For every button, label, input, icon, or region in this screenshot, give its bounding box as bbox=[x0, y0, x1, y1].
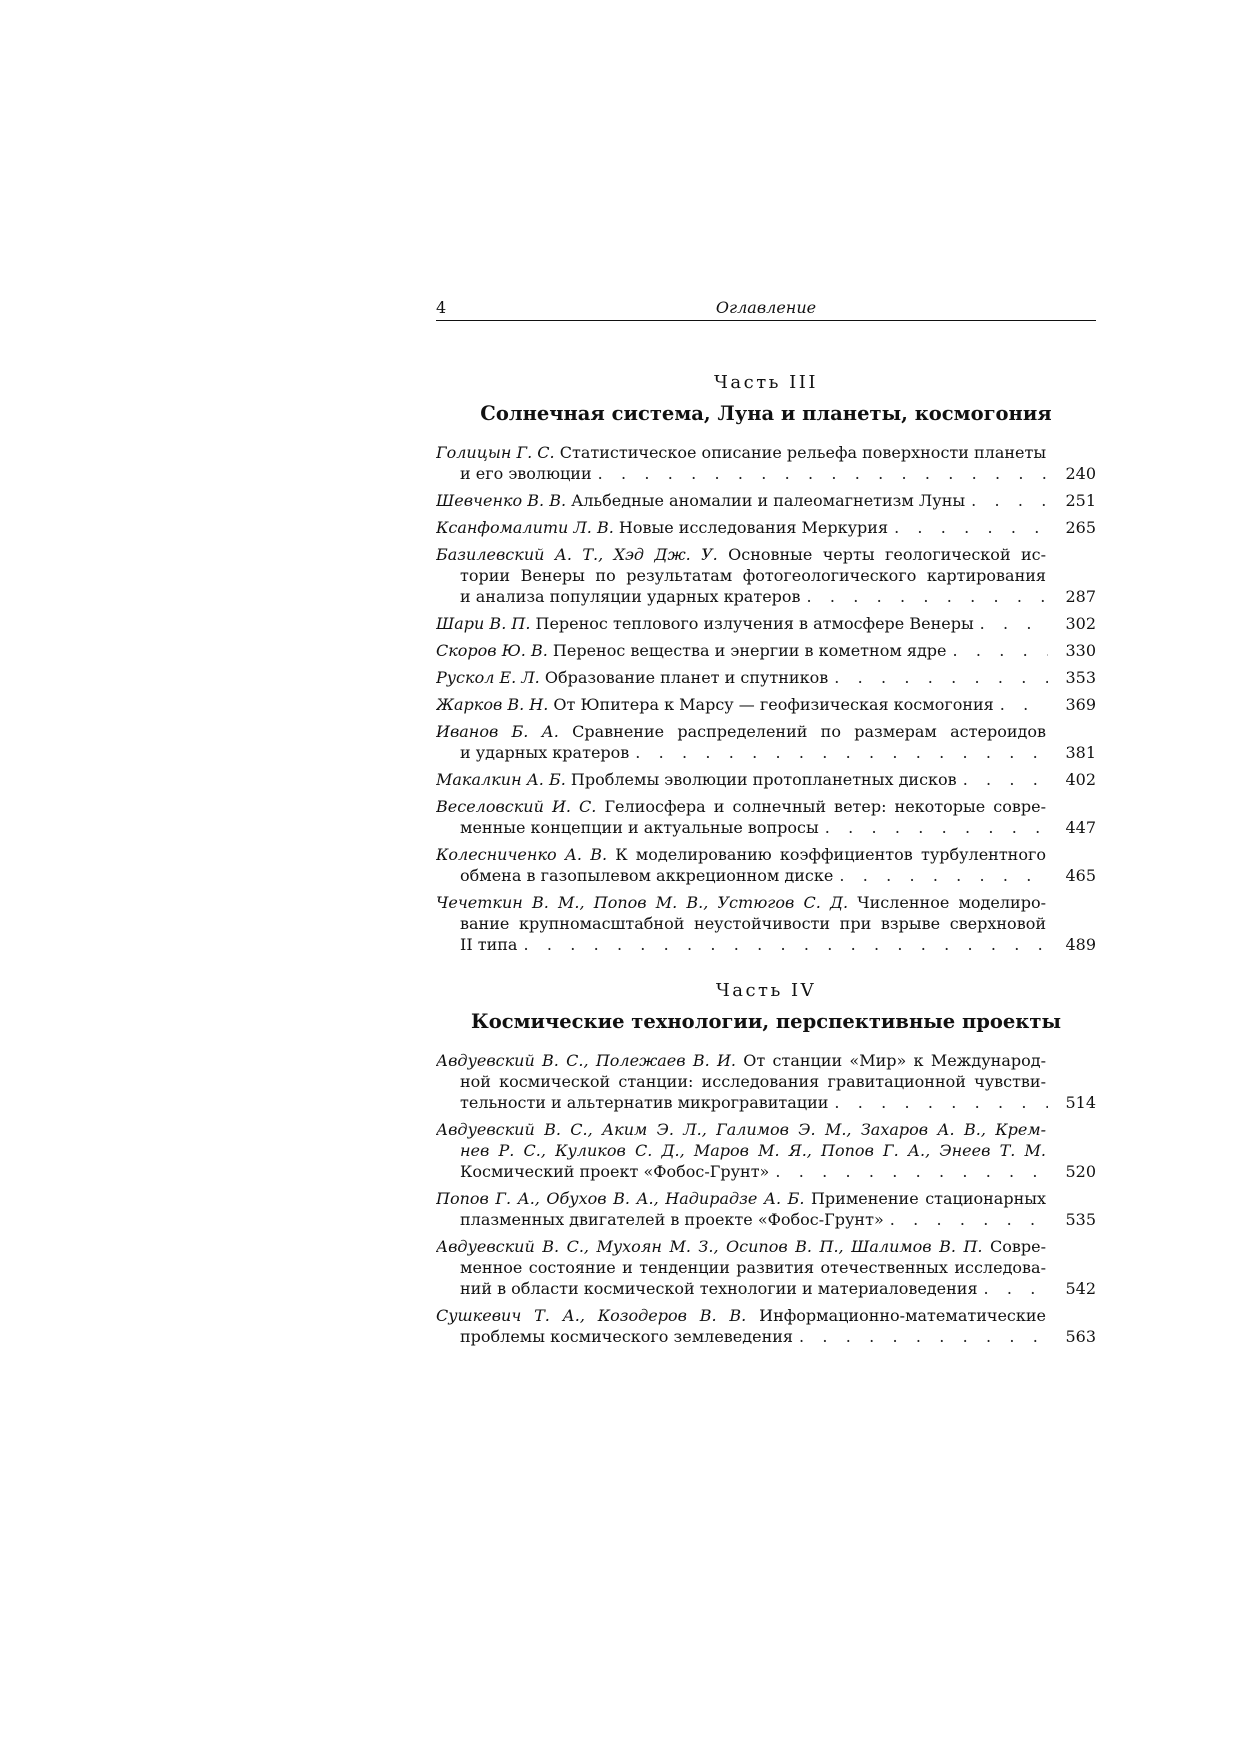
toc-page-number: 265 bbox=[1065, 518, 1096, 537]
dot-leader bbox=[807, 586, 1048, 607]
toc-entry-title: Основные черты геологической ис- bbox=[728, 545, 1046, 564]
toc-entry-title: и анализа популяции ударных кратеров bbox=[460, 587, 801, 606]
toc-list bbox=[436, 442, 1096, 961]
toc-entry-title: проблемы космического землеведения bbox=[460, 1327, 794, 1346]
toc-line-text bbox=[460, 1326, 793, 1347]
toc-line bbox=[436, 1305, 1046, 1326]
toc-entry[interactable] bbox=[436, 1119, 1096, 1182]
toc-line-text bbox=[436, 517, 888, 538]
toc-line-text bbox=[460, 817, 819, 838]
dot-leader bbox=[839, 865, 1048, 886]
toc-entry-title: Численное моделиро- bbox=[857, 893, 1046, 912]
toc-entry-title: ний в области космической технологии и материаловедения bbox=[460, 1279, 978, 1298]
toc-line bbox=[436, 721, 1046, 742]
toc-entry-authors: Ксанфомалити Л. В. bbox=[436, 518, 614, 537]
toc-entry[interactable] bbox=[436, 892, 1096, 955]
toc-entry-authors: Жарков В. Н. bbox=[436, 695, 549, 714]
toc-line bbox=[436, 817, 1096, 838]
toc-entry-authors: Рускол Е. Л. bbox=[436, 668, 540, 687]
toc-entry-title: От станции «Мир» к Международ- bbox=[743, 1051, 1046, 1070]
toc-page-number: 302 bbox=[1065, 614, 1096, 633]
toc-entry-title: Космический проект «Фобос-Грунт» bbox=[460, 1162, 770, 1181]
toc-line bbox=[436, 1161, 1096, 1182]
toc-line-text bbox=[460, 1092, 828, 1113]
toc-entry[interactable] bbox=[436, 490, 1096, 511]
toc-line bbox=[436, 742, 1096, 763]
toc-line-text bbox=[460, 1161, 769, 1182]
toc-line-text bbox=[436, 490, 965, 511]
toc-page-number: 369 bbox=[1065, 695, 1096, 714]
dot-leader bbox=[1000, 694, 1048, 715]
toc-line bbox=[436, 769, 1096, 790]
toc-line-text bbox=[460, 1209, 884, 1230]
toc-entry-authors: Авдуевский В. С., Мухоян М. З., Осипов В. П., Шалимов В. П. bbox=[436, 1237, 983, 1256]
toc-page-number: 542 bbox=[1065, 1279, 1096, 1298]
toc-entry-title: ной космической станции: исследования гравитационной чувстви- bbox=[460, 1072, 1046, 1091]
toc-entry-title: менное состояние и тенденции развития отечественных исследова- bbox=[460, 1258, 1046, 1277]
toc-page-number: 402 bbox=[1065, 770, 1096, 789]
toc-entry-title: Сравнение распределений по размерам астероидов bbox=[572, 722, 1046, 741]
toc-entry[interactable] bbox=[436, 667, 1096, 688]
toc-entry-title: и ударных кратеров bbox=[460, 743, 630, 762]
toc-entry-title: обмена в газопылевом аккреционном диске bbox=[460, 866, 834, 885]
toc-line bbox=[436, 1209, 1096, 1230]
part-label: Часть III bbox=[713, 372, 819, 393]
toc-page-number: 563 bbox=[1065, 1327, 1096, 1346]
toc-line bbox=[436, 586, 1096, 607]
toc-line-text bbox=[460, 586, 801, 607]
dot-leader bbox=[834, 667, 1048, 688]
toc-entry-title: и его эволюции bbox=[460, 464, 592, 483]
toc-entry-authors: Чечеткин В. М., Попов М. В., Устюгов С. Д. bbox=[436, 893, 849, 912]
toc-page-number: 535 bbox=[1065, 1210, 1096, 1229]
dot-leader bbox=[963, 769, 1048, 790]
toc-entry-title: Образование планет и спутников bbox=[544, 668, 829, 687]
toc-line bbox=[436, 565, 1046, 586]
toc-entry-title: тельности и альтернатив микрогравитации bbox=[460, 1093, 829, 1112]
toc-entry-authors: нев Р. С., Куликов С. Д., Маров М. Я., Попов Г. А., Энеев Т. М. bbox=[460, 1141, 1046, 1160]
toc-entry[interactable] bbox=[436, 721, 1096, 763]
toc-line-text bbox=[436, 613, 974, 634]
toc-entry[interactable] bbox=[436, 1050, 1096, 1113]
toc-line bbox=[436, 796, 1046, 817]
toc-line bbox=[436, 1257, 1046, 1278]
toc-entry-title: Новые исследования Меркурия bbox=[618, 518, 889, 537]
toc-line-text bbox=[460, 865, 833, 886]
toc-entry-authors: Авдуевский В. С., Полежаев В. И. bbox=[436, 1051, 736, 1070]
toc-entry[interactable] bbox=[436, 613, 1096, 634]
dot-leader bbox=[953, 640, 1048, 661]
toc-line-text bbox=[436, 640, 947, 661]
toc-entry-title: II типа bbox=[460, 935, 518, 954]
toc-line-text bbox=[460, 934, 517, 955]
toc-entry-title: Совре- bbox=[990, 1237, 1046, 1256]
toc-entry[interactable] bbox=[436, 640, 1096, 661]
toc-line bbox=[436, 913, 1046, 934]
toc-page-number: 240 bbox=[1065, 464, 1096, 483]
toc-line bbox=[436, 1188, 1046, 1209]
toc-line bbox=[436, 892, 1046, 913]
toc-entry-title: менные концепции и актуальные вопросы bbox=[460, 818, 819, 837]
toc-entry-authors: Колесниченко А. В. bbox=[436, 845, 608, 864]
toc-entry-title: Перенос теплового излучения в атмосфере Венеры bbox=[535, 614, 974, 633]
toc-page-number: 520 bbox=[1065, 1162, 1096, 1181]
toc-entry[interactable] bbox=[436, 517, 1096, 538]
dot-leader bbox=[984, 1278, 1048, 1299]
toc-entry-title: тории Венеры по результатам фотогеологического картирования bbox=[460, 566, 1046, 585]
toc-line bbox=[436, 667, 1096, 688]
toc-entry[interactable] bbox=[436, 694, 1096, 715]
dot-leader bbox=[775, 1161, 1048, 1182]
toc-page-number: 381 bbox=[1065, 743, 1096, 762]
toc-line bbox=[436, 934, 1096, 955]
toc-line bbox=[436, 1326, 1096, 1347]
toc-line bbox=[436, 844, 1046, 865]
toc-entry-authors: Шевченко В. В. bbox=[436, 491, 567, 510]
toc-entry-title: К моделированию коэффициентов турбулентного bbox=[615, 845, 1046, 864]
toc-line-text bbox=[460, 463, 592, 484]
toc-page-number: 447 bbox=[1065, 818, 1096, 837]
toc-line-text bbox=[436, 694, 994, 715]
toc-line bbox=[436, 442, 1046, 463]
toc-line bbox=[436, 1236, 1046, 1257]
toc-entry-title: От Юпитера к Марсу — геофизическая космогония bbox=[553, 695, 994, 714]
toc-page-number: 514 bbox=[1065, 1093, 1096, 1112]
toc-line bbox=[436, 1140, 1046, 1161]
toc-line-text bbox=[460, 1278, 978, 1299]
running-title: Оглавление bbox=[715, 298, 817, 317]
toc-entry-authors: Шари В. П. bbox=[436, 614, 531, 633]
toc-entry-authors: Иванов Б. А. bbox=[436, 722, 559, 741]
toc-entry-title: вание крупномасштабной неустойчивости при взрыве сверхновой bbox=[460, 914, 1046, 933]
dot-leader bbox=[834, 1092, 1048, 1113]
toc-entry[interactable] bbox=[436, 544, 1096, 607]
toc-line bbox=[436, 490, 1096, 511]
part-label: Часть IV bbox=[715, 980, 817, 1001]
toc-entry-title: Перенос вещества и энергии в кометном ядре bbox=[552, 641, 947, 660]
toc-page-number: 489 bbox=[1065, 935, 1096, 954]
toc-line bbox=[436, 544, 1046, 565]
toc-list bbox=[436, 1050, 1096, 1353]
toc-entry[interactable] bbox=[436, 1305, 1096, 1347]
toc-page-number: 353 bbox=[1065, 668, 1096, 687]
toc-entry-title: Проблемы эволюции протопланетных дисков bbox=[570, 770, 957, 789]
toc-line bbox=[436, 517, 1096, 538]
dot-leader bbox=[635, 742, 1048, 763]
toc-line-text bbox=[436, 667, 828, 688]
toc-entry-title: Статистическое описание рельефа поверхности планеты bbox=[559, 443, 1046, 462]
toc-entry[interactable] bbox=[436, 1188, 1096, 1230]
toc-line-text bbox=[436, 769, 957, 790]
toc-entry[interactable] bbox=[436, 442, 1096, 484]
part-title: Космические технологии, перспективные проекты bbox=[470, 1010, 1061, 1033]
toc-page-number: 287 bbox=[1065, 587, 1096, 606]
toc-line bbox=[436, 613, 1096, 634]
toc-entry[interactable] bbox=[436, 1236, 1096, 1299]
dot-leader bbox=[825, 817, 1048, 838]
dot-leader bbox=[799, 1326, 1048, 1347]
toc-entry[interactable] bbox=[436, 769, 1096, 790]
toc-line bbox=[436, 1119, 1046, 1140]
toc-page-number: 465 bbox=[1065, 866, 1096, 885]
toc-line bbox=[436, 640, 1096, 661]
toc-entry-authors: Базилевский А. Т., Хэд Дж. У. bbox=[436, 545, 718, 564]
toc-entry-authors: Макалкин А. Б. bbox=[436, 770, 566, 789]
toc-line bbox=[436, 1092, 1096, 1113]
toc-entry-title: плазменных двигателей в проекте «Фобос-Грунт» bbox=[460, 1210, 884, 1229]
toc-entry[interactable] bbox=[436, 796, 1096, 838]
dot-leader bbox=[890, 1209, 1048, 1230]
part-title: Солнечная система, Луна и планеты, космогония bbox=[480, 402, 1052, 425]
toc-entry-authors: Попов Г. А., Обухов В. А., Надирадзе А. Б. bbox=[436, 1189, 805, 1208]
dot-leader bbox=[598, 463, 1048, 484]
toc-line bbox=[436, 1050, 1046, 1071]
toc-line bbox=[436, 1071, 1046, 1092]
dot-leader bbox=[980, 613, 1048, 634]
toc-entry-authors: Скоров Ю. В. bbox=[436, 641, 548, 660]
dot-leader bbox=[971, 490, 1048, 511]
toc-entry-title: Применение стационарных bbox=[810, 1189, 1046, 1208]
toc-entry-authors: Авдуевский В. С., Аким Э. Л., Галимов Э. М., Захаров А. В., Крем- bbox=[436, 1120, 1046, 1139]
page-number: 4 bbox=[436, 298, 447, 317]
toc-entry-title: Альбедные аномалии и палеомагнетизм Луны bbox=[571, 491, 966, 510]
toc-line bbox=[436, 463, 1096, 484]
page-header bbox=[436, 298, 1096, 321]
toc-entry-authors: Сушкевич Т. А., Козодеров В. В. bbox=[436, 1306, 747, 1325]
toc-line bbox=[436, 694, 1096, 715]
dot-leader bbox=[523, 934, 1048, 955]
toc-line-text bbox=[460, 742, 629, 763]
toc-page-number: 251 bbox=[1065, 491, 1096, 510]
toc-entry-authors: Голицын Г. С. bbox=[436, 443, 555, 462]
toc-line bbox=[436, 1278, 1096, 1299]
dot-leader bbox=[894, 517, 1048, 538]
toc-page-number: 330 bbox=[1065, 641, 1096, 660]
toc-entry[interactable] bbox=[436, 844, 1096, 886]
toc-line bbox=[436, 865, 1096, 886]
toc-entry-title: Информационно-математические bbox=[759, 1306, 1046, 1325]
toc-entry-authors: Веселовский И. С. bbox=[436, 797, 597, 816]
toc-entry-title: Гелиосфера и солнечный ветер: некоторые совре- bbox=[604, 797, 1046, 816]
